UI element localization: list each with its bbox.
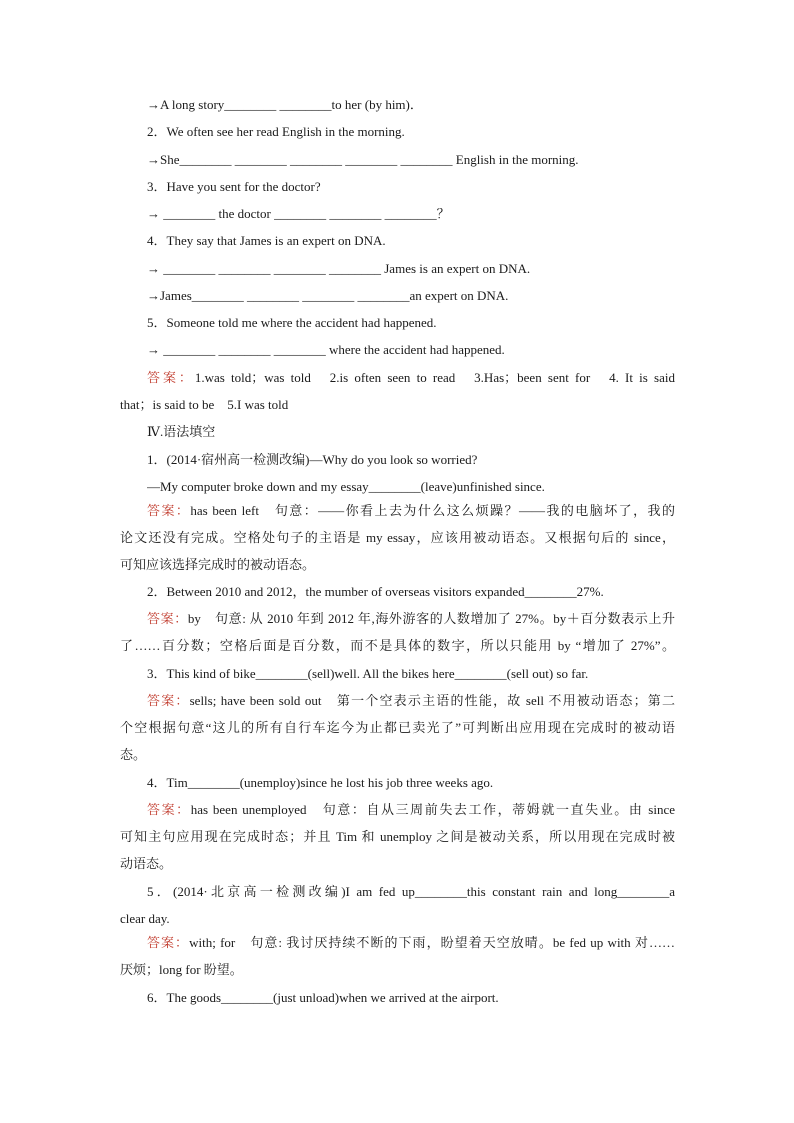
rewrite-answer-line: →James________ ________ ________ ________an expert on DNA. — [147, 288, 509, 303]
grammar-answer-2 — [147, 610, 675, 628]
answer-continuation: that；is said to be 5.I was told — [120, 397, 289, 412]
answer-label: 答案： — [147, 611, 188, 626]
question-4: 4．They say that James is an expert on DNA. — [147, 233, 386, 248]
grammar-question-2: 2．Between 2010 and 2012，the mumber of overseas visitors expanded________27%. — [147, 584, 604, 599]
rewrite-answer-line: → ________ ________ ________ where the accident had happened. — [147, 342, 505, 357]
answer-explanation-line: 了……百分数；空格后面是百分数，而不是具体的数字，所以只能用 by “增加了 27%”。 — [120, 638, 675, 653]
answer-text: sells; have been sold out 第一个空表示主语的性能，故 sell 不用被动语态；第二 — [189, 693, 675, 708]
answer-explanation-line: 论文还没有完成。空格处句子的主语是 my essay，应该用被动语态。又根据句后的 since， — [120, 530, 675, 545]
answer-label: 答案： — [147, 802, 191, 817]
grammar-question-5-line-2: clear day. — [120, 911, 170, 926]
question-5: 5．Someone told me where the accident had happened. — [147, 315, 437, 330]
answer-label: 答案： — [147, 503, 191, 518]
grammar-question-1-line-2: —My computer broke down and my essay________(leave)unfinished since. — [147, 479, 545, 494]
grammar-question-6: 6．The goods________(just unload)when we arrived at the airport. — [147, 990, 499, 1005]
answer-text: has been unemployed 句意：自从三周前失去工作，蒂姆就一直失业。由 since — [190, 802, 675, 817]
grammar-question-3: 3．This kind of bike________(sell)well. All the bikes here________(sell out) so far. — [147, 666, 589, 681]
rewrite-answer-line: → ________ the doctor ________ ________ ________？ — [147, 206, 450, 221]
rewrite-answer-line: →A long story________ ________to her (by him)． — [147, 97, 423, 112]
answer-label: 答案： — [147, 370, 195, 385]
answer-explanation-line: 个空根据句意“这儿的所有自行车迄今为止都已卖光了”可判断出应用现在完成时的被动语 — [120, 720, 675, 735]
rewrite-answer-line: → ________ ________ ________ ________ James is an expert on DNA. — [147, 261, 531, 276]
answer-explanation-line: 厌烦；long for 盼望。 — [120, 962, 243, 977]
grammar-answer-5 — [147, 934, 675, 952]
answer-text: by 句意: 从 2010 年到 2012 年,海外游客的人数增加了 27%。by＋百分数表示上升 — [187, 611, 675, 626]
answer-explanation-line: 可知应该选择完成时的被动语态。 — [120, 557, 316, 572]
answer-text: 1.was told；was told 2.is often seen to read 3.Has；been sent for 4. It is said — [194, 370, 675, 385]
answer-block-3 — [147, 369, 675, 387]
grammar-question-1: 1．(2014·宿州高一检测改编)—Why do you look so worried? — [147, 452, 478, 467]
answer-text: with; for 句意: 我讨厌持续不断的下雨，盼望着天空放晴。be fed up with 对…… — [189, 935, 675, 950]
answer-explanation-line: 可知主句应用现在完成时态；并且 Tim 和 unemploy 之间是被动关系，所以用现在完成时被 — [120, 829, 675, 844]
rewrite-answer-line: →She________ ________ ________ ________ ________ English in the morning. — [147, 152, 579, 167]
answer-label: 答案： — [147, 693, 190, 708]
grammar-answer-1 — [147, 502, 675, 520]
grammar-question-4: 4．Tim________(unemploy)since he lost his job three weeks ago. — [147, 775, 494, 790]
grammar-answer-3 — [147, 692, 675, 710]
grammar-question-5: 5．(2014·北京高一检测改编)I am fed up________this constant rain and long________a — [147, 884, 675, 899]
question-2: 2．We often see her read English in the morning. — [147, 124, 405, 139]
answer-text: has been left 句意：——你看上去为什么这么烦躁？——我的电脑坏了，我的 — [190, 503, 675, 518]
question-3: 3．Have you sent for the doctor? — [147, 179, 321, 194]
answer-label: 答案： — [147, 935, 190, 950]
grammar-answer-4 — [147, 801, 675, 819]
section-heading: Ⅳ.语法填空 — [147, 424, 216, 439]
answer-explanation-line: 动语态。 — [120, 856, 173, 871]
answer-explanation-line: 态。 — [120, 747, 147, 762]
